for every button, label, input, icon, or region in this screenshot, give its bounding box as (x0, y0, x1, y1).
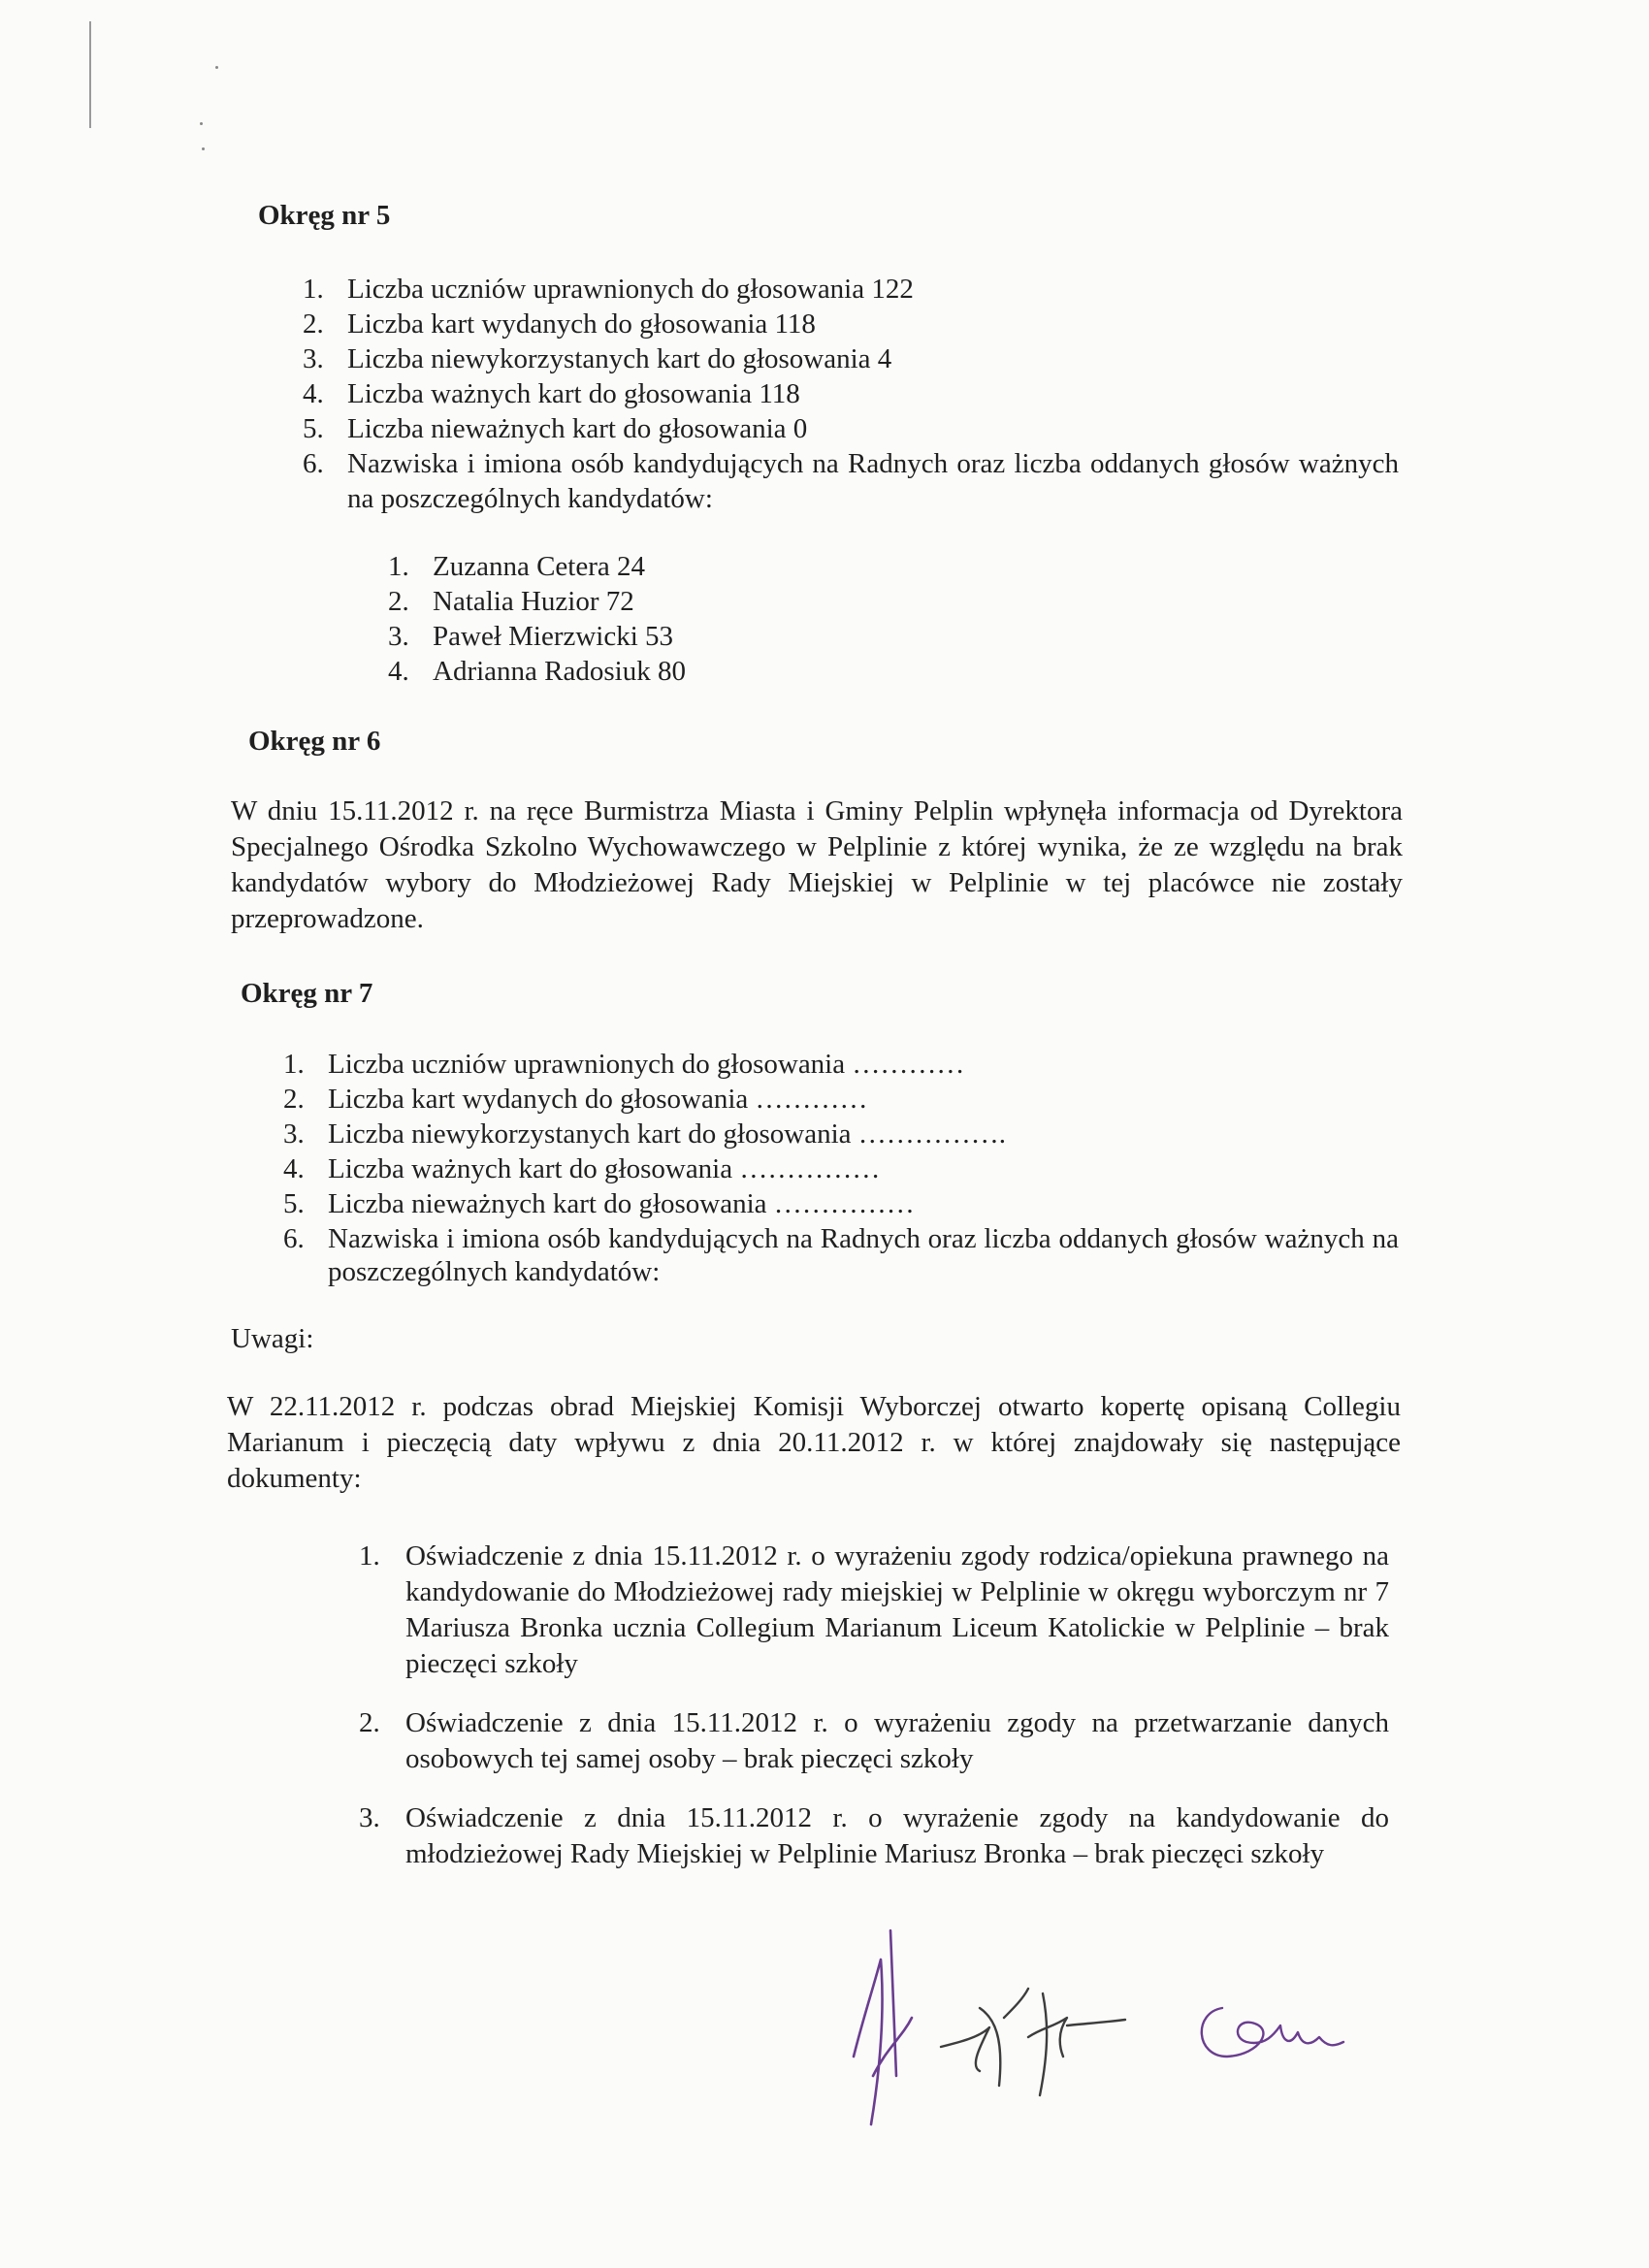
okreg5-candidates-list (388, 549, 970, 689)
list-item: 5. Liczba nieważnych kart do głosowania 0 (303, 413, 808, 444)
okreg7-heading: Okręg nr 7 (241, 978, 373, 1009)
uwagi-paragraph: W 22.11.2012 r. podczas obrad Miejskiej Komisji Wyborczej otwarto kopertę opisaną Collegiu Marianum i pieczęcią daty wpływu z dnia 20.11.2012 r. w której znajdowały się następujące dokumenty: (227, 1391, 1401, 1494)
okreg5-list (303, 272, 1399, 516)
document-item: 2. Oświadczenie z dnia 15.11.2012 r. o wyrażeniu zgody na przetwarzanie danych osobowych tej samej osoby – brak pieczęci szkoły (359, 1707, 1389, 1774)
document-item: 1. Oświadczenie z dnia 15.11.2012 r. o wyrażeniu zgody rodzica/opiekuna prawnego na kandydowanie do Młodzieżowej rady miejskiej w Pelplinie w okręgu wyborczym nr 7 Mariusza Bronka ucznia Collegium Marianum Liceum Katolickie w Pelplinie – brak pieczęci szkoły (359, 1540, 1389, 1679)
list-item: 3. Liczba niewykorzystanych kart do głosowania 4 (303, 343, 892, 374)
okreg6-heading: Okręg nr 6 (248, 726, 381, 757)
list-item: 6. Nazwiska i imiona osób kandydujących na Radnych oraz liczba oddanych głosów ważnych na poszczególnych kandydatów: (303, 448, 1399, 514)
list-item: 3. Liczba niewykorzystanych kart do głosowania ……………. (283, 1118, 1007, 1150)
documents-list (359, 1539, 1389, 1872)
candidate-item: 2. Natalia Huzior 72 (388, 586, 634, 617)
list-item: 6. Nazwiska i imiona osób kandydujących na Radnych oraz liczba oddanych głosów ważnych na poszczególnych kandydatów: (283, 1223, 1399, 1287)
uwagi-label: Uwagi: (231, 1323, 314, 1354)
handwritten-signatures (834, 1901, 1416, 2134)
signature-1-stroke (854, 1930, 912, 2124)
list-item: 2. Liczba kart wydanych do głosowania 118 (303, 308, 816, 340)
list-item: 1. Liczba uczniów uprawnionych do głosowania ………… (283, 1049, 965, 1080)
candidate-item: 4. Adrianna Radosiuk 80 (388, 656, 686, 687)
list-item: 1. Liczba uczniów uprawnionych do głosowania 122 (303, 274, 914, 305)
document-item: 3. Oświadczenie z dnia 15.11.2012 r. o wyrażenie zgody na kandydowanie do młodzieżowej Rady Miejskiej w Pelplinie Mariusz Bronka – brak pieczęci szkoły (359, 1802, 1389, 1869)
scan-speck (200, 122, 203, 125)
scan-speck (215, 66, 218, 69)
okreg6-paragraph: W dniu 15.11.2012 r. na ręce Burmistrza Miasta i Gminy Pelplin wpłynęła informacja od Dyrektora Specjalnego Ośrodka Szkolno Wychowawczego w Pelplinie z której wynika, że ze względu na brak kandydatów wybory do Młodzieżowej Rady Miejskiej w Pelplinie w tej placówce nie zostały przeprowadzone. (231, 795, 1403, 934)
list-item: 4. Liczba ważnych kart do głosowania …………… (283, 1153, 881, 1184)
candidate-item: 3. Paweł Mierzwicki 53 (388, 621, 674, 652)
list-item: 4. Liczba ważnych kart do głosowania 118 (303, 378, 800, 409)
scan-edge-line (89, 21, 91, 128)
signature-2-stroke (941, 1989, 1125, 2095)
okreg5-heading: Okręg nr 5 (258, 200, 391, 231)
list-item: 5. Liczba nieważnych kart do głosowania …………… (283, 1188, 915, 1219)
okreg7-list (283, 1048, 1399, 1288)
signature-3-stroke (1202, 2008, 1343, 2057)
scan-speck (202, 147, 205, 150)
list-item: 2. Liczba kart wydanych do głosowania ………… (283, 1084, 868, 1115)
candidate-item: 1. Zuzanna Cetera 24 (388, 551, 646, 582)
